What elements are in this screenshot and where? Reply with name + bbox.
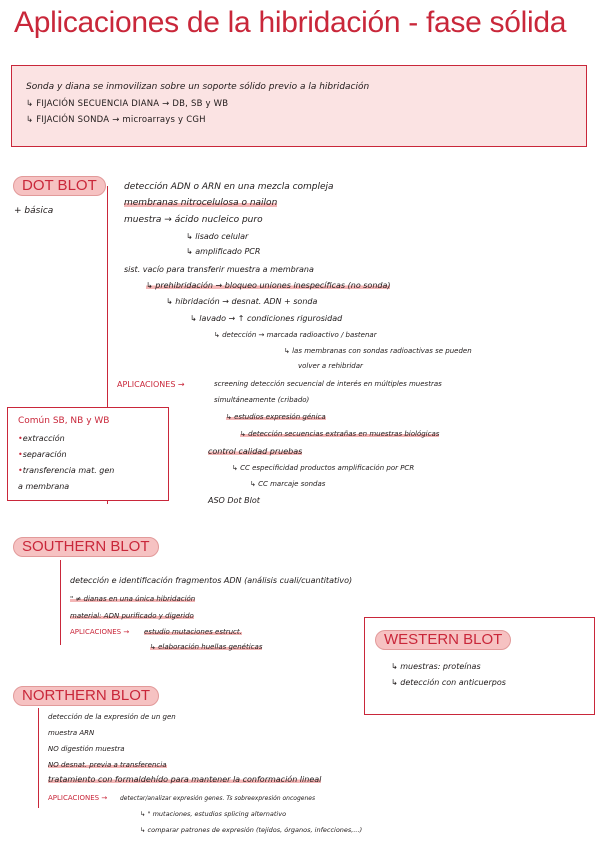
dot-item-7-text: ↳ prehibridación → bloqueo uniones inespecíficas (no sonda): [146, 281, 391, 290]
northern-item-4-text: NO desnat. previa a transferencia: [48, 761, 167, 769]
southern-apps-label-text: APLICACIONES: [70, 628, 122, 636]
dot-item-3: muestra → ácido nucleico puro: [124, 215, 263, 225]
southern-app-2-text: ↳ elaboración huellas genéticas: [150, 643, 263, 651]
southern-app-2: [150, 643, 262, 652]
common-item-3-text: transferencia mat. gen: [22, 466, 115, 475]
dot-item-11: ↳ las membranas con sondas radioactivas se pueden: [284, 347, 472, 355]
dot-app-7: ↳ CC marcaje sondas: [250, 480, 326, 488]
northern-item-5: [48, 775, 321, 785]
dot-app-6: ↳ CC especificidad productos amplificación por PCR: [232, 464, 415, 472]
common-heading: Común SB, NB y WB: [18, 416, 110, 426]
dot-app-3: [226, 413, 326, 422]
dot-apps-label-text: APLICACIONES: [117, 380, 176, 389]
northern-item-3: NO digestión muestra: [48, 745, 125, 753]
dot-item-8: ↳ hibridación → desnat. ADN + sonda: [166, 297, 318, 306]
intro-line-1: Sonda y diana se inmovilizan sobre un soporte sólido previo a la hibridación: [26, 82, 370, 92]
dot-item-5: ↳ amplificado PCR: [186, 247, 261, 256]
dot-blot-heading: DOT BLOT: [13, 176, 106, 196]
southern-vline: [60, 560, 61, 645]
common-item-1-text: extracción: [22, 434, 65, 443]
dot-app-2: simultáneamente (cribado): [214, 396, 310, 404]
dot-app-4-text: ↳ detección secuencias extrañas en muestras biológicas: [240, 430, 440, 438]
southern-item-1: detección e identificación fragmentos ADN (análisis cuali/cuantitativo): [70, 576, 353, 585]
northern-item-4: [48, 761, 167, 770]
dot-app-5-text: control calidad pruebas: [208, 447, 303, 456]
dot-item-7: [146, 281, 390, 291]
dot-item-12: volver a rehibridar: [298, 362, 363, 370]
southern-item-2: [70, 595, 195, 604]
southern-app-1: [144, 628, 242, 637]
dot-item-4: ↳ lisado celular: [186, 232, 249, 241]
dot-blot-side-note: + básica: [14, 206, 54, 216]
western-box: [364, 617, 595, 715]
southern-item-3: [70, 612, 194, 621]
intro-line-2: ↳ FIJACIÓN SECUENCIA DIANA → DB, SB y WB: [26, 99, 229, 109]
dot-item-2: [124, 198, 277, 209]
southern-apps-label: APLICACIONES →: [70, 628, 130, 636]
northern-item-2: muestra ARN: [48, 729, 95, 737]
dot-item-6: sist. vacío para transferir muestra a membrana: [124, 265, 314, 274]
dot-item-9: ↳ lavado → ↑ condiciones rigurosidad: [190, 314, 343, 323]
northern-vline: [38, 708, 39, 808]
common-tail: a membrana: [18, 482, 70, 491]
northern-item-5-text: tratamiento con formaldehído para mantener la conformación lineal: [48, 775, 322, 784]
intro-box: [11, 65, 587, 147]
northern-apps-label: APLICACIONES →: [48, 794, 108, 802]
dot-app-8: ASO Dot Blot: [208, 496, 260, 505]
northern-app-3: ↳ comparar patrones de expresión (tejidos, órganos, infecciones,...): [140, 826, 363, 834]
dot-app-1: screening detección secuencial de interés en múltiples muestras: [214, 380, 442, 388]
dot-item-10: ↳ detección → marcada radioactivo / bastenar: [214, 331, 377, 339]
northern-item-1: detección de la expresión de un gen: [48, 713, 176, 721]
dot-app-3-text: ↳ estudios expresión génica: [226, 413, 326, 421]
dot-item-2-text: membranas nitrocelulosa o nailon: [124, 198, 278, 208]
northern-heading: NORTHERN BLOT: [13, 686, 159, 706]
southern-app-1-text: estudio mutaciones estruct.: [144, 628, 242, 636]
common-box: [7, 407, 169, 501]
western-item-1: ↳ muestras: proteínas: [391, 662, 481, 671]
northern-app-2: ↳ " mutaciones, estudios splicing alternativo: [140, 810, 287, 818]
northern-apps-label-text: APLICACIONES: [48, 794, 100, 802]
common-item-2: •separación: [18, 450, 67, 459]
dot-app-5: [208, 447, 302, 457]
northern-app-1: detectar/analizar expresión genes. Ts sobreexpresión oncogenes: [120, 795, 316, 802]
common-item-2-text: separación: [22, 450, 67, 459]
southern-item-2-text: " ≠ dianas en una única hibridación: [70, 595, 196, 603]
southern-item-3-text: material: ADN purificado y digerido: [70, 612, 194, 620]
common-item-3: •transferencia mat. gen: [18, 466, 115, 475]
common-item-1: •extracción: [18, 434, 65, 443]
intro-line-3: ↳ FIJACIÓN SONDA → microarrays y CGH: [26, 115, 206, 125]
southern-heading: SOUTHERN BLOT: [13, 537, 159, 557]
western-item-2: ↳ detección con anticuerpos: [391, 678, 506, 687]
western-heading: WESTERN BLOT: [375, 630, 511, 650]
dot-item-1: detección ADN o ARN en una mezcla compleja: [124, 182, 334, 192]
page-title: Aplicaciones de la hibridación - fase sólida: [14, 6, 567, 39]
dot-app-4: [240, 430, 439, 439]
dot-apps-label: APLICACIONES →: [117, 380, 185, 389]
